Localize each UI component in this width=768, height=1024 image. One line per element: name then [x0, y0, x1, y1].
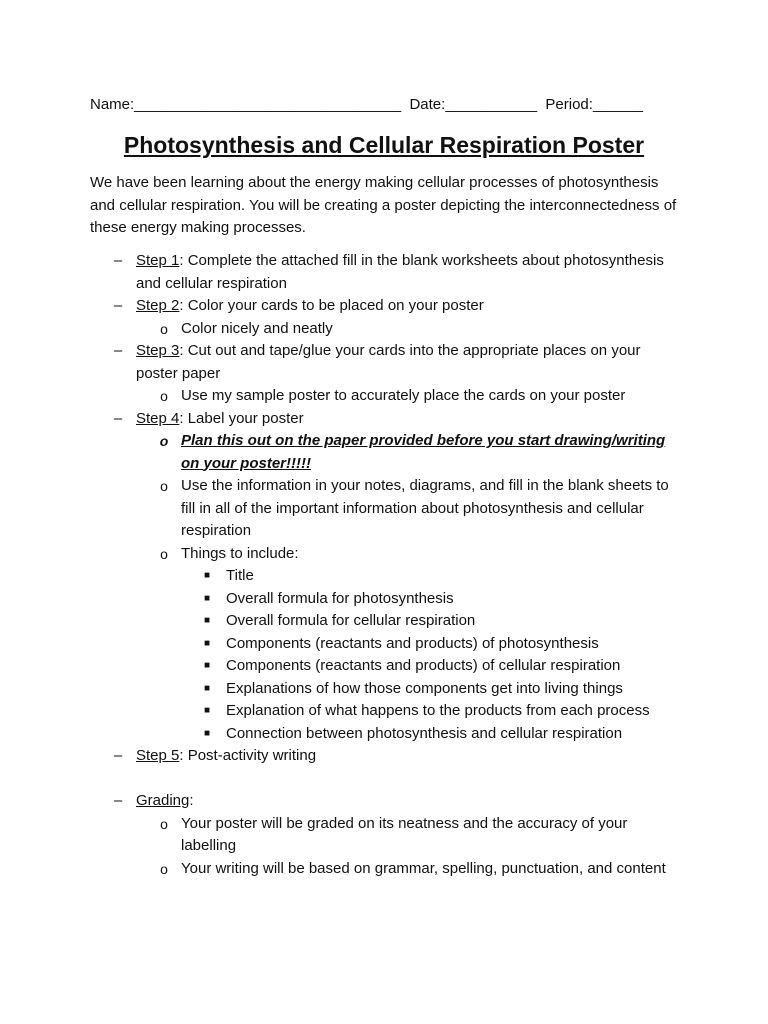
- step-1-item: [0, 250, 768, 295]
- include-item-text: Connection between photosynthesis and cellular respiration: [226, 724, 623, 742]
- step-4-include-heading: [0, 543, 768, 566]
- step-5-text: : Post-activity writing: [179, 747, 317, 764]
- circle-bullet: o: [160, 320, 168, 337]
- include-item-text: Explanation of what happens to the products from each process: [226, 702, 650, 719]
- include-item-text: Overall formula for cellular respiration: [226, 612, 476, 629]
- step-3-item: [0, 340, 768, 385]
- circle-bullet: o: [160, 815, 168, 832]
- square-bullet: ■: [203, 615, 211, 626]
- grading-writing-item: [0, 858, 768, 881]
- square-bullet: ■: [203, 727, 211, 739]
- step-1-text: : Complete the attached fill in the blank worksheets about photosynthesis and cellular respiration: [136, 252, 664, 292]
- include-item-text: Explanations of how those components get into living things: [226, 679, 623, 697]
- square-bullet: ■: [203, 682, 211, 694]
- circle-bullet: o: [160, 388, 168, 404]
- circle-bullet: o: [160, 478, 168, 494]
- step-3-sub-item: [0, 385, 768, 408]
- intro-paragraph: We have been learning about the energy making cellular processes of photosynthesis and cellular respiration. You will be creating a poster depicting the interconnectedness of these energy making processes.: [90, 174, 677, 236]
- step-3-label: Step 3: [136, 342, 180, 359]
- square-bullet: ■: [203, 637, 211, 649]
- include-item: [0, 565, 768, 588]
- step-4-info-text: Use the information in your notes, diagrams, and fill in the blank sheets to fill in all of the important information about photosynthesis and cellular respiration: [181, 477, 669, 539]
- grading-poster-text: Your poster will be graded on its neatness and the accuracy of your labelling: [181, 814, 628, 854]
- step-3-text: : Cut out and tape/glue your cards into the appropriate places on your poster paper: [136, 342, 641, 382]
- circle-bullet: o: [159, 433, 169, 449]
- circle-bullet: o: [160, 545, 168, 562]
- step-1-label: Step 1: [136, 252, 180, 269]
- step-3-sub-text: Use my sample poster to accurately place the cards on your poster: [181, 387, 626, 404]
- include-item: [0, 633, 768, 656]
- dash-bullet: –: [113, 297, 123, 314]
- step-2-text: : Color your cards to be placed on your poster: [179, 297, 484, 314]
- things-to-include-text: Things to include:: [181, 544, 299, 562]
- include-item: [0, 678, 768, 701]
- include-item: [0, 655, 768, 678]
- include-item-text: Components (reactants and products) of photosynthesis: [226, 634, 599, 652]
- square-bullet: ■: [203, 592, 211, 604]
- steps-list: [0, 250, 768, 880]
- step-2-sub-item: [0, 318, 768, 341]
- grading-colon: :: [189, 792, 194, 809]
- dash-bullet: –: [113, 792, 123, 809]
- step-5-label: Step 5: [136, 747, 180, 764]
- name-date-period-line: Name:________________________________ Date:___________ Period:______: [90, 96, 644, 113]
- include-item: [0, 700, 768, 723]
- include-item-text: Components (reactants and products) of cellular respiration: [226, 657, 621, 674]
- step-2-item: [0, 295, 768, 318]
- grading-poster-item: [0, 813, 768, 858]
- step-4-label: Step 4: [136, 409, 180, 427]
- step-2-sub-text: Color nicely and neatly: [181, 319, 333, 337]
- step-5-item: [0, 745, 768, 768]
- dash-bullet: –: [113, 409, 123, 427]
- include-item-text: Title: [226, 567, 254, 584]
- step-4-text: : Label your poster: [179, 409, 304, 427]
- page-title: Photosynthesis and Cellular Respiration Poster: [123, 132, 645, 158]
- step-4-item: [0, 408, 768, 431]
- include-item: [0, 610, 768, 633]
- dash-bullet: –: [113, 342, 123, 359]
- step-4-info-item: [0, 475, 768, 543]
- square-bullet: ■: [203, 705, 211, 716]
- dash-bullet: –: [113, 252, 123, 269]
- step-4-plan-item: [0, 430, 768, 475]
- square-bullet: ■: [203, 660, 211, 671]
- list-spacer: [0, 768, 768, 791]
- include-item: [0, 723, 768, 746]
- grading-item: [0, 790, 768, 813]
- step-4-plan-text: Plan this out on the paper provided before you start drawing/writing on your poster!!!!!: [181, 432, 666, 472]
- circle-bullet: o: [160, 860, 168, 877]
- grading-writing-text: Your writing will be based on grammar, spelling, punctuation, and content: [181, 859, 666, 877]
- include-item: [0, 588, 768, 611]
- step-2-label: Step 2: [136, 297, 180, 314]
- square-bullet: ■: [203, 570, 211, 581]
- include-item-text: Overall formula for photosynthesis: [226, 589, 454, 607]
- dash-bullet: –: [113, 747, 123, 764]
- grading-label: Grading: [136, 792, 190, 809]
